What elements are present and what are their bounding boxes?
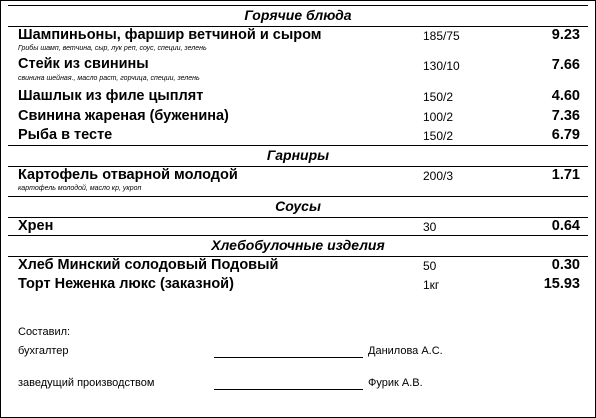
item-ingredients: Грибы шамп, ветчина, сыр, лук реп, соус, специи, зелень [18, 45, 207, 52]
section-bakery: Хлебобулочные изделия [8, 235, 588, 257]
signer-name-accountant: Данилова А.С. [368, 345, 443, 357]
item-name: Картофель отварной молодой [18, 167, 238, 183]
item-price: 9.23 [551, 27, 580, 43]
item-name: Хлеб Минский солодовый Подовый [18, 257, 279, 273]
item-ingredients: свинина шейная., масло раст, горчица, специи, зелень [18, 75, 200, 82]
item-portion: 50 [423, 259, 437, 273]
item-name: Свинина жареная (буженина) [18, 108, 229, 124]
item-price: 4.60 [551, 88, 580, 104]
compiled-by-label: Составил: [18, 326, 71, 338]
item-price: 6.79 [551, 127, 580, 143]
signer-role-accountant: бухгалтер [18, 345, 69, 357]
item-price: 7.66 [551, 57, 580, 73]
signer-name-production-head: Фурик А.В. [368, 377, 423, 389]
section-sauces: Соусы [8, 196, 588, 218]
signer-role-production-head: заведущий производством [18, 377, 155, 389]
item-portion: 150/2 [423, 90, 454, 104]
item-name: Шашлык из филе цыплят [18, 88, 204, 104]
item-portion: 150/2 [423, 129, 454, 143]
item-price: 15.93 [543, 276, 580, 292]
item-portion: 185/75 [423, 29, 460, 43]
item-name: Рыба в тесте [18, 127, 113, 143]
item-ingredients: картофель молодой, масло кр, укроп [18, 185, 142, 192]
item-portion: 200/3 [423, 169, 454, 183]
item-name: Шампиньоны, фаршир ветчиной и сыром [18, 27, 322, 43]
section-hot-dishes: Горячие блюда [8, 5, 588, 27]
signature-line [214, 357, 363, 358]
item-portion: 130/10 [423, 59, 460, 73]
item-name: Стейк из свинины [18, 56, 149, 72]
signature-line [214, 389, 363, 390]
item-name: Хрен [18, 218, 54, 234]
item-name: Торт Неженка люкс (заказной) [18, 276, 234, 292]
item-portion: 30 [423, 220, 437, 234]
item-portion: 1кг [423, 278, 440, 292]
item-price: 7.36 [551, 108, 580, 124]
section-garnish: Гарниры [8, 145, 588, 167]
item-price: 0.64 [551, 218, 580, 234]
item-portion: 100/2 [423, 110, 454, 124]
item-price: 1.71 [551, 167, 580, 183]
item-price: 0.30 [551, 257, 580, 273]
